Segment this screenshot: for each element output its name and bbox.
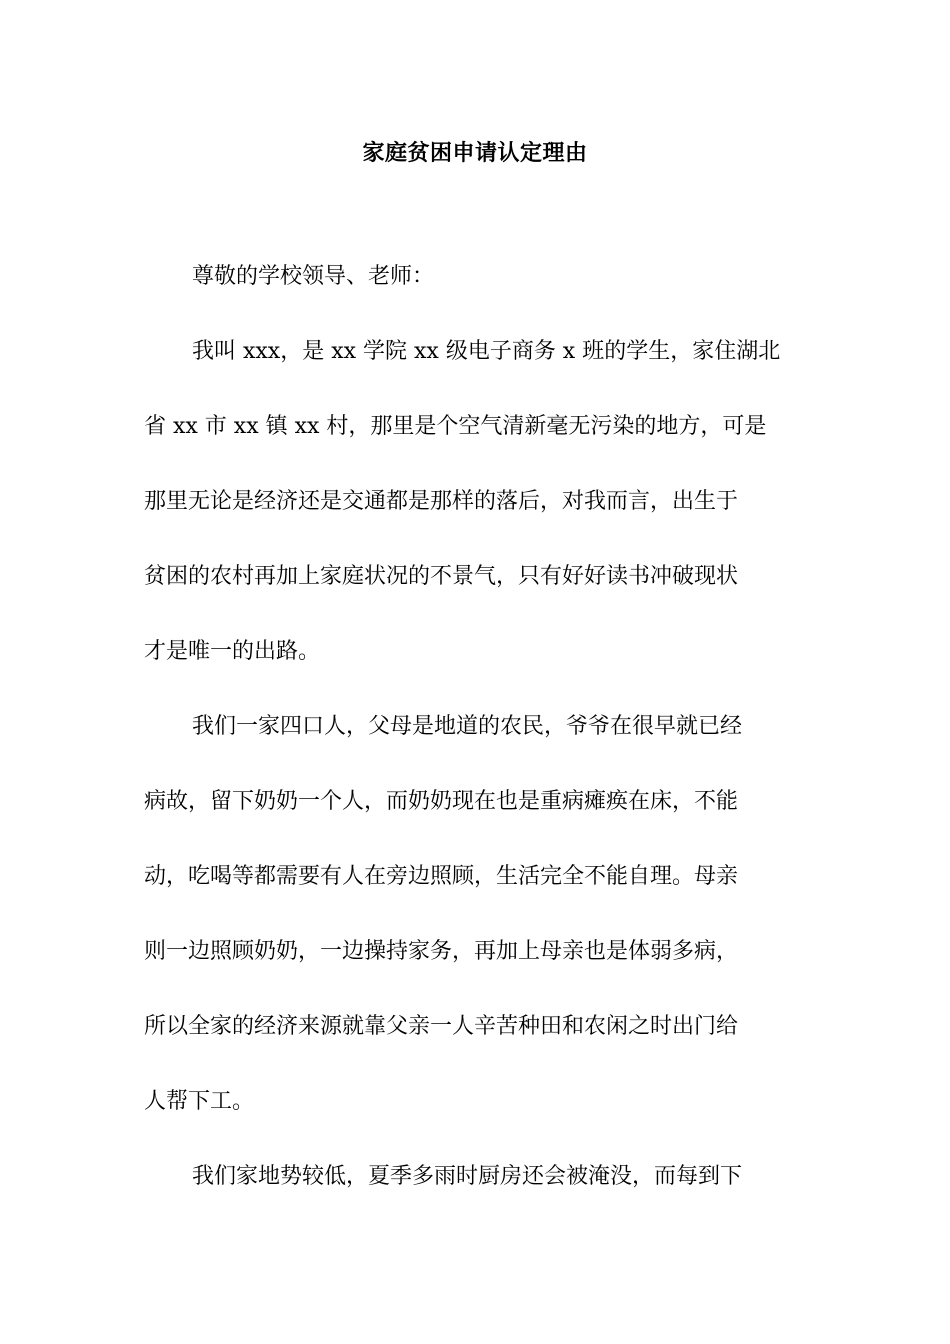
paragraph-line: 所以全家的经济来源就靠父亲一人辛苦种田和农闲之时出门给 <box>144 1014 739 1039</box>
paragraph-line: 我们家地势较低，夏季多雨时厨房还会被淹没，而每到下 <box>192 1164 743 1189</box>
paragraph-line: 我们一家四口人，父母是地道的农民，爷爷在很早就已经 <box>192 714 743 739</box>
salutation-line: 尊敬的学校领导、老师： <box>192 264 435 289</box>
document-title: 家庭贫困申请认定理由 <box>362 140 588 166</box>
paragraph-line: 动，吃喝等都需要有人在旁边照顾，生活完全不能自理。母亲 <box>144 864 739 889</box>
paragraph-line: 则一边照顾奶奶，一边操持家务，再加上母亲也是体弱多病， <box>144 939 739 964</box>
paragraph-line: 病故，留下奶奶一个人，而奶奶现在也是重病瘫痪在床，不能 <box>144 789 739 814</box>
paragraph-line: 贫困的农村再加上家庭状况的不景气，只有好好读书冲破现状 <box>144 564 739 589</box>
paragraph-line: 省 xx 市 xx 镇 xx 村，那里是个空气清新毫无污染的地方，可是 <box>144 414 767 439</box>
paragraph-line: 我叫 xxx，是 xx 学院 xx 级电子商务 x 班的学生，家住湖北 <box>192 339 781 364</box>
paragraph-line: 那里无论是经济还是交通都是那样的落后，对我而言，出生于 <box>144 489 739 514</box>
paragraph-line: 人帮下工。 <box>144 1089 255 1114</box>
paragraph-line: 才是唯一的出路。 <box>144 639 321 664</box>
